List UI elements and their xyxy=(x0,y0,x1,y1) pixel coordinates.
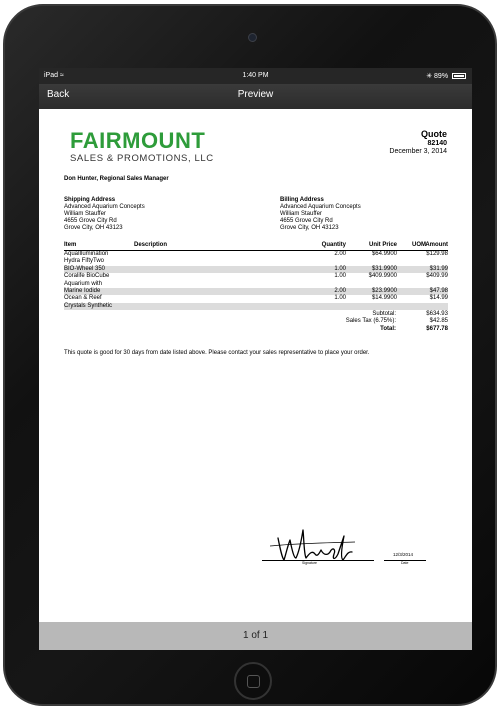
row-item: AquaIllumination xyxy=(64,251,109,257)
table-row xyxy=(64,258,448,265)
subtotal-row xyxy=(264,311,448,318)
billing-address xyxy=(280,197,361,232)
quote-title: Quote xyxy=(421,129,447,139)
row-item: Hydra FiftyTwo xyxy=(64,258,105,265)
row-unit-price: $23.9900 xyxy=(371,287,397,294)
quote-document[interactable] xyxy=(39,109,472,622)
total-label: Total: xyxy=(380,325,396,332)
row-quantity: 1.00 xyxy=(334,273,346,280)
screen xyxy=(39,68,472,650)
bluetooth-icon: ✳ xyxy=(426,73,433,80)
validity-notice: This quote is good for 30 days from date listed above. Please contact your sales representative to place your order. xyxy=(64,350,370,356)
table-row xyxy=(64,251,448,258)
subtotal-value: $634.93 xyxy=(426,311,448,317)
back-button[interactable]: Back xyxy=(47,89,70,100)
sales-rep: Don Hunter, Regional Sales Manager xyxy=(64,176,169,182)
header-description: Description xyxy=(134,242,168,248)
billing-line: William Stauffer xyxy=(280,211,322,217)
signature-line xyxy=(262,560,374,561)
row-amount: $14.99 xyxy=(429,295,448,302)
page-indicator: 1 of 1 xyxy=(242,630,269,641)
signature-label: Signature xyxy=(302,561,317,565)
logo-subtitle: SALES & PROMOTIONS, LLC xyxy=(70,153,214,164)
header-unit-price: Unit Price xyxy=(368,242,397,248)
total-value: $677.78 xyxy=(426,325,448,332)
status-bar xyxy=(39,68,472,84)
total-row xyxy=(264,326,448,333)
tax-label: Sales Tax (6.75%): xyxy=(345,318,396,325)
billing-line: 4655 Grove City Rd xyxy=(280,218,333,224)
shipping-line: William Stauffer xyxy=(64,211,106,217)
logo-name: FAIRMOUNT xyxy=(70,128,206,153)
row-item: BIO-Wheel 350 xyxy=(64,265,106,272)
row-quantity: 2.00 xyxy=(334,287,346,294)
camera-icon xyxy=(248,33,257,42)
billing-line: Grove City, OH 43123 xyxy=(280,225,339,231)
tablet-frame xyxy=(3,4,497,706)
shipping-line: Grove City, OH 43123 xyxy=(64,225,123,231)
signature-date: 12/3/2014 xyxy=(393,552,414,557)
table-header xyxy=(64,242,448,251)
date-label: Date xyxy=(401,561,409,565)
wifi-icon: ≈ xyxy=(59,72,64,79)
row-unit-price: $409.9900 xyxy=(368,273,397,280)
table-row xyxy=(64,288,448,295)
header-uom: UOM xyxy=(412,242,426,248)
table-row xyxy=(64,295,448,302)
quote-date: December 3, 2014 xyxy=(389,148,447,155)
quote-number: 82140 xyxy=(427,140,447,147)
row-item: Marine Iodide xyxy=(64,287,101,294)
table-body xyxy=(64,251,448,310)
page-indicator-bar xyxy=(39,622,472,650)
row-item: Coralife BioCube xyxy=(64,273,110,280)
battery-percent: 89% xyxy=(434,73,449,80)
table-row xyxy=(64,281,448,288)
row-amount: $129.98 xyxy=(426,251,448,257)
subtotal-label: Subtotal: xyxy=(372,311,396,317)
row-unit-price: $14.9900 xyxy=(371,295,397,302)
row-amount: $47.98 xyxy=(429,287,448,294)
row-item: Aquarium with xyxy=(64,280,103,287)
billing-line: Advanced Aquarium Concepts xyxy=(280,204,361,210)
table-row xyxy=(64,303,448,310)
table-row xyxy=(64,273,448,280)
tax-row xyxy=(264,318,448,325)
row-item: Ocean & Reef xyxy=(64,295,102,302)
tax-value: $42.85 xyxy=(429,318,448,325)
row-quantity: 1.00 xyxy=(334,265,346,272)
row-quantity: 2.00 xyxy=(334,251,346,257)
company-logo xyxy=(70,130,230,164)
shipping-heading: Shipping Address xyxy=(64,197,116,203)
shipping-line: 4655 Grove City Rd xyxy=(64,218,117,224)
status-time: 1:40 PM xyxy=(242,72,269,79)
navigation-bar xyxy=(39,84,472,109)
row-unit-price: $64.9900 xyxy=(371,251,397,257)
table-row xyxy=(64,266,448,273)
home-button[interactable] xyxy=(234,662,272,700)
row-unit-price: $31.9900 xyxy=(371,265,397,272)
billing-heading: Billing Address xyxy=(280,197,324,203)
quote-header xyxy=(389,129,447,155)
header-quantity: Quantity xyxy=(321,242,346,248)
row-quantity: 1.00 xyxy=(334,295,346,302)
header-amount: Amount xyxy=(425,242,448,248)
totals-block xyxy=(264,311,448,333)
header-item: Item xyxy=(64,242,77,248)
device-label: iPad xyxy=(44,72,59,79)
row-amount: $409.99 xyxy=(426,273,448,280)
shipping-address xyxy=(64,197,145,232)
battery-icon xyxy=(452,73,466,79)
status-battery xyxy=(426,72,466,80)
items-table xyxy=(64,242,448,310)
row-item: Crystals Synthetic xyxy=(64,302,113,309)
home-square-icon xyxy=(247,675,260,688)
row-amount: $31.99 xyxy=(429,265,448,272)
nav-title: Preview xyxy=(237,89,274,100)
shipping-line: Advanced Aquarium Concepts xyxy=(64,204,145,210)
